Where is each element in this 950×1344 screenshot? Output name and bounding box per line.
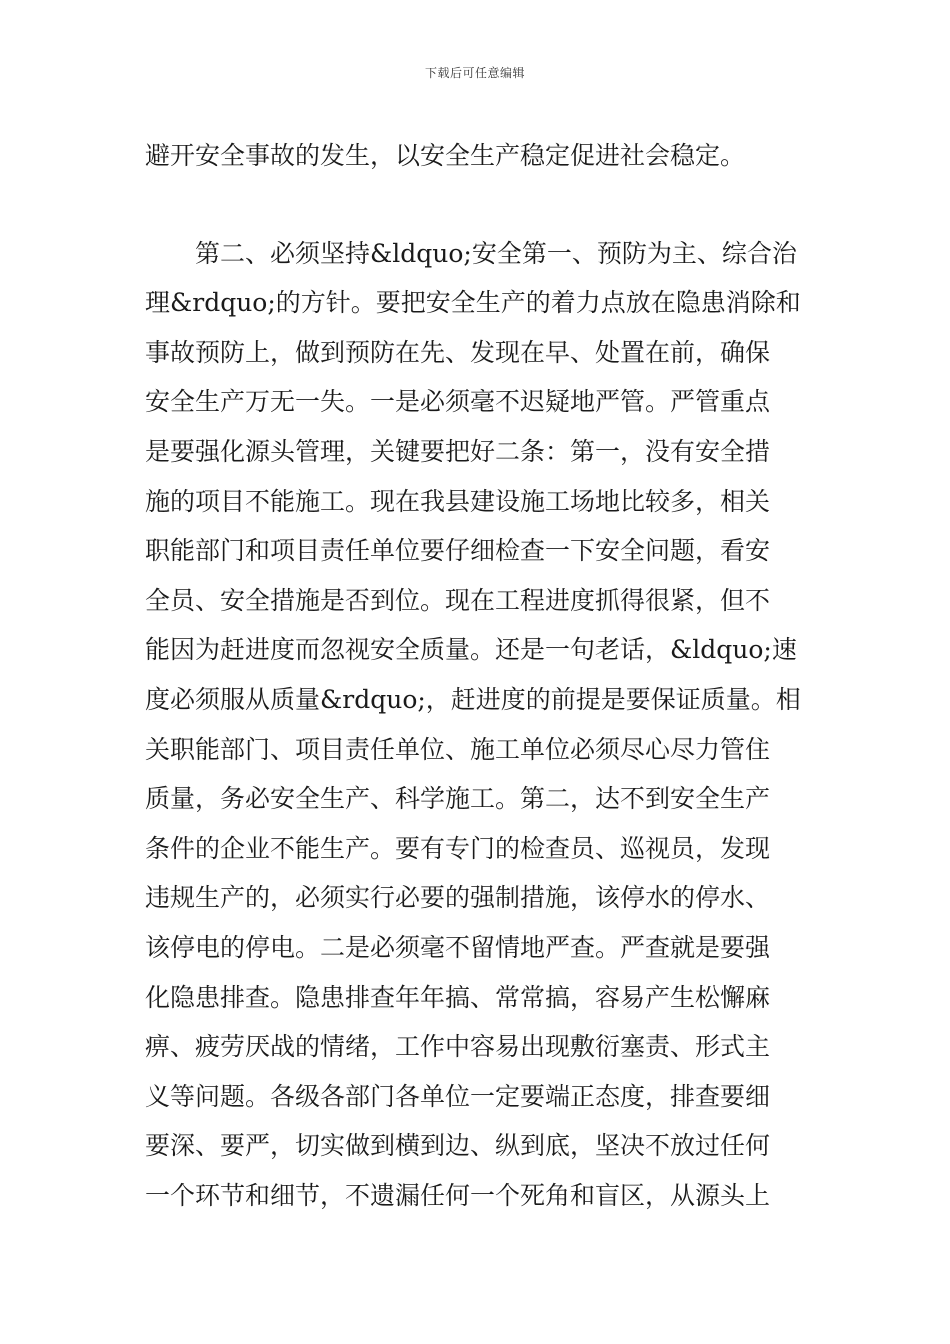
paragraph-line: 度必须服从质量&rdquo;，赶进度的前提是要保证质量。相	[145, 684, 801, 714]
paragraph-line: 违规生产的，必须实行必要的强制措施，该停水的停水、	[145, 883, 771, 913]
paragraph-line: 安全生产万无一失。一是必须毫不迟疑地严管。严管重点	[145, 387, 771, 417]
paragraph-line: 义等问题。各级各部门各单位一定要端正态度，排查要细	[145, 1081, 771, 1111]
paragraph-line: 全员、安全措施是否到位。现在工程进度抓得很紧，但不	[145, 585, 771, 615]
paragraph-line: 一个环节和细节，不遗漏任何一个死角和盲区，从源头上	[145, 1180, 771, 1210]
paragraph-line: 职能部门和项目责任单位要仔细检查一下安全问题，看安	[145, 536, 771, 566]
paragraph-line: 质量，务必安全生产、科学施工。第二，达不到安全生产	[145, 784, 771, 814]
paragraph-line: 施的项目不能施工。现在我县建设施工场地比较多，相关	[145, 486, 771, 516]
paragraph-gap	[145, 181, 810, 229]
paragraph-line: 是要强化源头管理，关键要把好二条：第一，没有安全措	[145, 436, 771, 466]
paragraph-line: 要深、要严，切实做到横到边、纵到底，坚决不放过任何	[145, 1131, 771, 1161]
paragraph-2	[145, 229, 810, 1221]
document-body	[145, 131, 810, 1220]
paragraph-line: 理&rdquo;的方针。要把安全生产的着力点放在隐患消除和	[145, 288, 801, 318]
paragraph-line: 该停电的停电。二是必须毫不留情地严查。严查就是要强	[145, 932, 771, 962]
paragraph-line: 化隐患排查。隐患排查年年搞、常常搞，容易产生松懈麻	[145, 982, 771, 1012]
paragraph-line: 事故预防上，做到预防在先、发现在早、处置在前，确保	[145, 337, 771, 367]
paragraph-line: 避开安全事故的发生，以安全生产稳定促进社会稳定。	[145, 141, 746, 170]
paragraph-line: 第二、必须坚持&ldquo;安全第一、预防为主、综合治	[195, 238, 797, 268]
paragraph-1	[145, 131, 810, 181]
paragraph-line: 条件的企业不能生产。要有专门的检查员、巡视员，发现	[145, 833, 771, 863]
paragraph-line: 能因为赶进度而忽视安全质量。还是一句老话，&ldquo;速	[145, 635, 797, 665]
paragraph-line: 关职能部门、项目责任单位、施工单位必须尽心尽力管住	[145, 734, 771, 764]
paragraph-line: 痹、疲劳厌战的情绪，工作中容易出现敷衍塞责、形式主	[145, 1032, 771, 1062]
page-header-note: 下载后可任意编辑	[424, 66, 525, 80]
